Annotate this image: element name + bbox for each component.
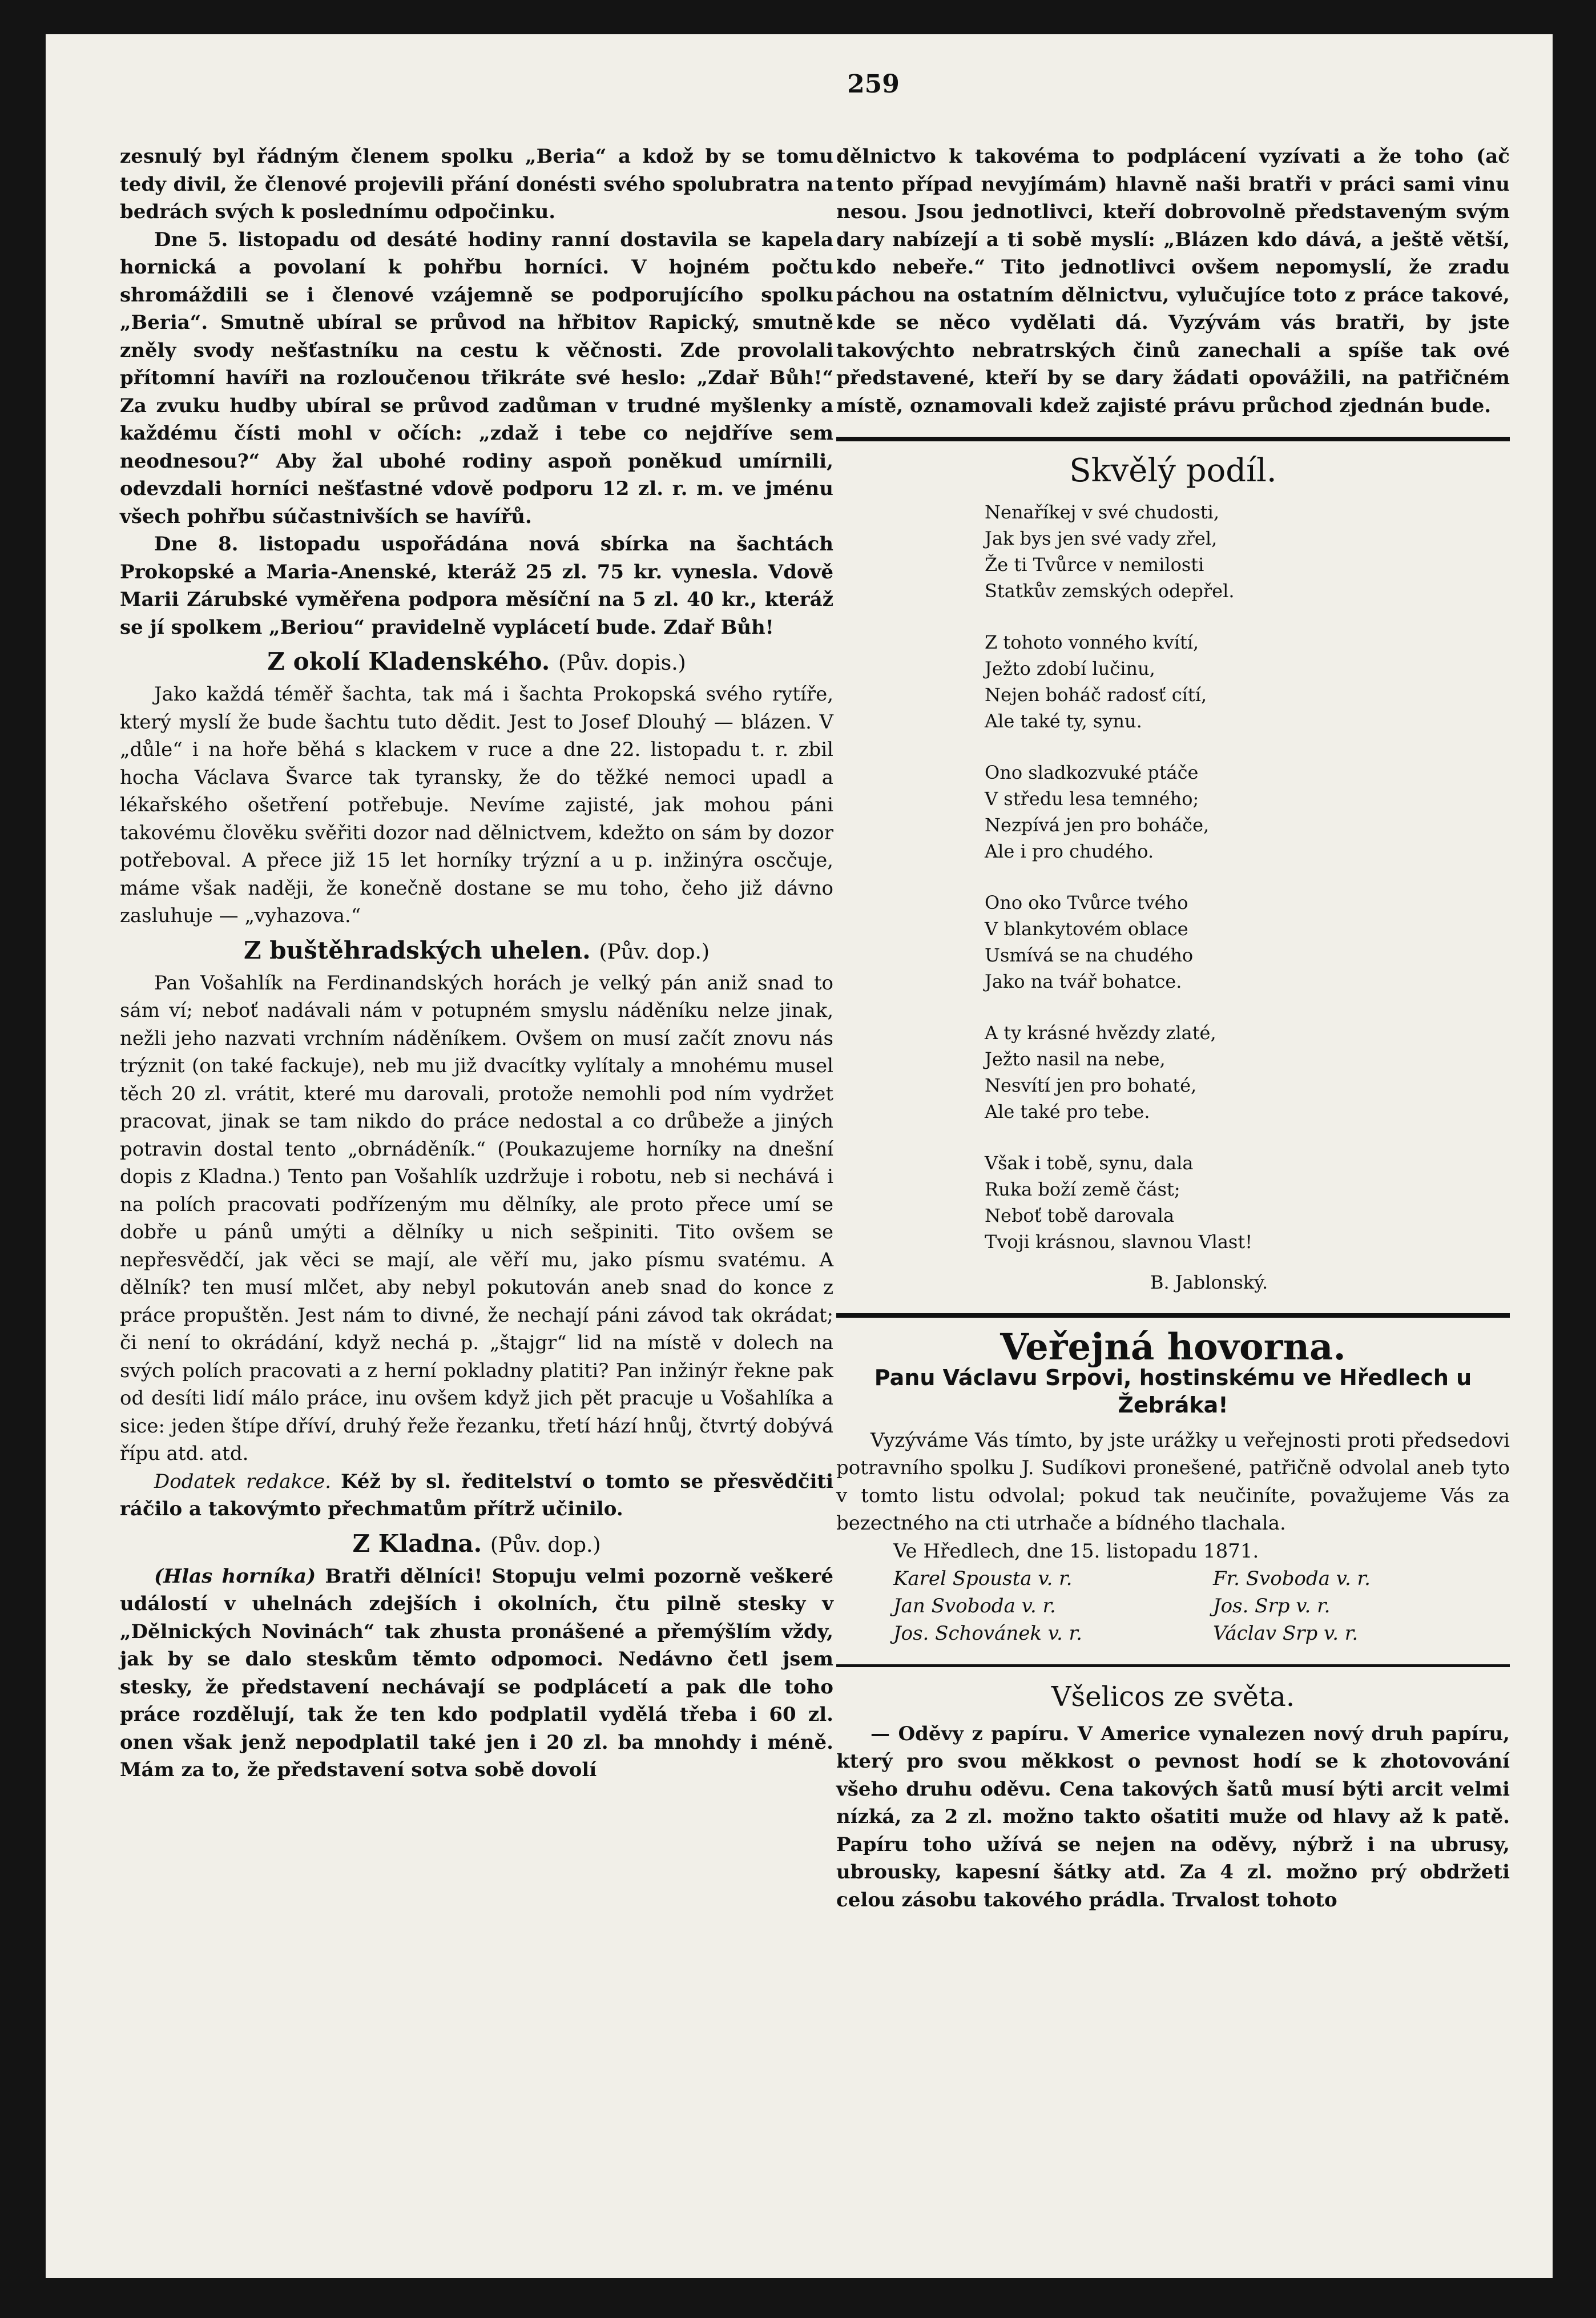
poem-line: Tvoji krásnou, slavnou Vlast! — [985, 1230, 1253, 1253]
notice-date: Ve Hředlech, dne 15. listopadu 1871. — [893, 1539, 1259, 1563]
divider — [836, 1313, 1510, 1318]
poem — [836, 499, 1510, 1255]
poem-line: V blankytovém oblace — [985, 917, 1188, 940]
poem-line: Jak bys jen své vady zřel, — [985, 527, 1218, 549]
poem-line: V středu lesa temného; — [985, 787, 1199, 810]
poem-stanza — [985, 890, 1510, 995]
poem-stanza — [985, 759, 1510, 864]
poem-line: Že ti Tvůrce v nemilosti — [985, 553, 1204, 576]
poem-line: Nejen boháč radosť cítí, — [985, 683, 1207, 706]
article-paragraph: — Oděvy z papíru. V Americe vynalezen nový druh papíru, který pro svou měkkost o pevnost hodí se k zhotovování všeho druhu oděvu. Cena takových šatů musí býti arcit velmi nízká, za 2 zl. možno takto ošatiti muže od hlavy až k patě. Papíru toho užívá se nejen na oděvy, nýbrž i na ubrusy, ubrousky, kapesní šátky atd. Za 4 zl. možno prý obdržeti celou zásobu takového prádla. Trvalost tohoto — [836, 1722, 1510, 1911]
poem-line: A ty krásné hvězdy zlaté, — [985, 1021, 1216, 1044]
signature: Jan Svoboda v. r. — [893, 1595, 1056, 1617]
article-paragraph: Dne 5. listopadu od desáté hodiny ranní dostavila se kapela hornická a povolaní k pohřbu horníci. V hojném počtu shromáždili se i členové vzájemně se podporujícího spolku „Beria“. Smutně ubíral se průvod na hřbitov Rapický, smutně zněly svody nešťastníku na cestu k věčnosti. Zde provolali přítomní havíři na rozloučenou třikráte své heslo: „Zdař Bůh!“ Za zvuku hudby ubíral se průvod zadůman v trudné myšlenky a každému čísti mohl v očích: „zdaž i tebe co nejdříve sem neodnesou?“ Aby žal ubohé rodiny aspoň poněkud umírnili, odevzdali horníci nešťastné vdově podporu 12 zl. r. m. ve jménu všech pohřbu súčastnivších se havířů. — [120, 228, 833, 528]
poem-line: Však i tobě, synu, dala — [985, 1152, 1194, 1174]
poem-line: Ale také ty, synu. — [985, 710, 1142, 732]
poem-stanza — [985, 629, 1510, 734]
section-source: (Pův. dop.) — [490, 1533, 601, 1557]
poem-title: Skvělý podíl. — [1069, 452, 1277, 489]
poem-line: Usmívá se na chudého — [985, 944, 1194, 966]
poem-line: Ono oko Tvůrce tvého — [985, 891, 1188, 913]
notice-subtitle: Panu Václavu Srpovi, hostinskému ve Hředlech u Žebráka! — [874, 1365, 1472, 1418]
article-paragraph: Pan Vošahlík na Ferdinandských horách je velký pán aniž snad to sám ví; neboť nadávali nám v potupném smyslu náděníku nelze jinak, nežli jeho nazvati vrchním náděníkem. Ovšem on musí začít znovu nás trýznit (on také fackuje), neb mu již dvacítky vylítaly a mnohému musel těch 20 zl. vrátit, které mu darovali, protože nemohli pod ním vydržet pracovat, jinak se tam nikdo do práce nedostal a co drůbeže a jiných potravin dostal tento „obrnáděník.“ (Poukazujeme horníky na dnešní dopis z Kladna.) Tento pan Vošahlík uzdržuje i robotu, neb si nechává i na polích pracovati podřízeným mu dělníky, ale proto přece umí se dobře u pánů umýti a dělníky u nich sešpiniti. Tito ovšem se nepřesvědčí, jak věci se mají, ale věří mu, jako písmu svatému. A dělník? ten musí mlčet, aby nebyl pokutován aneb snad do konce z práce propuštěn. Jest nám to divné, že nechají páni závod tak okrádat; či není to okrádání, když nechá p. „štajgr“ lid na místě v dolech na svých polích pracovati a z herní pokladny platiti? Pan inžinýr řekne pak od desíti lidí málo práce, inu ovšem když jich pět pracuje u Vošahlíka a sice: jeden štípe dříví, druhý řeže řezanku, třetí hází hnůj, čtvrtý dobývá řípu atd. atd. — [120, 971, 833, 1465]
section-title: Z Kladna. — [352, 1529, 482, 1558]
poem-line: Jako na tvář bohatce. — [985, 970, 1182, 992]
signature: Karel Spousta v. r. — [893, 1567, 1073, 1590]
signature: Jos. Schovánek v. r. — [893, 1622, 1082, 1645]
signature: Fr. Svoboda v. r. — [1213, 1567, 1371, 1590]
poem-line: Ruka boží země část; — [985, 1178, 1180, 1200]
article-paragraph — [120, 1563, 833, 1784]
divider — [836, 1664, 1510, 1667]
notice-text: Vyzýváme Vás tímto, by jste urážky u veřejnosti proti předsedovi potravního spolku J. Sudíkovi pronešené, patřičně odvolal aneb tyto v tomto listu odvolal; pokud tak neučiníte, považujeme Vás za bezectného na cti utrhače a bídného tlachala. — [836, 1428, 1510, 1535]
poem-stanza — [985, 1020, 1510, 1125]
page-number: 259 — [847, 70, 900, 99]
poem-line: Ale i pro chudého. — [985, 840, 1154, 862]
left-column — [120, 143, 833, 1784]
byline: (Hlas horníka) — [154, 1564, 316, 1588]
signature: Václav Srp v. r. — [1213, 1622, 1359, 1645]
poem-line: Ono sladkozvuké ptáče — [985, 761, 1199, 783]
section-source: (Pův. dopis.) — [558, 651, 686, 675]
section-title: Z buštěhradských uhelen. — [243, 936, 591, 964]
poem-line: Z tohoto vonného kvítí, — [985, 631, 1199, 653]
newspaper-page — [46, 34, 1553, 2278]
article-text: Bratři dělníci! Stopuju velmi pozorně veškeré událostí v uhelnách zdejších i okolních, čtu pilně stesky v „Dělnických Novinách“ tak zhusta pronášené a přemýšlím vždy, jak by se dalo steskům těmto odpomoci. Nedávno četl jsem stesky, že představení nechávají se podplácetí a pak dle toho práce rozdělují, tak že ten kdo podplatil vydělá třeba i 60 zl. onen však jenž nepodplatil také jen i 20 zl. ba mnohdy i méně. Mám za to, že představení sotva sobě dovolí — [120, 1564, 833, 1781]
right-column — [836, 143, 1510, 1914]
divider — [836, 437, 1510, 441]
article-paragraph: Dne 8. listopadu uspořádána nová sbírka na šachtách Prokopské a Maria-Anenské, kteráž 25 zl. 75 kr. vynesla. Vdově Marii Zárubské vyměřena podpora měsíční na 5 zl. 40 kr., kteráž se jí spolkem „Beriou“ pravidelně vyplácetí bude. Zdař Bůh! — [120, 533, 833, 639]
poem-line: Ale také pro tebe. — [985, 1100, 1150, 1122]
editor-note-text: Kéž by sl. ředitelství o tomto se přesvědčiti ráčilo a takovýmto přechmatům přítrž učinilo. — [120, 1470, 833, 1520]
editor-note-label: Dodatek redakce. — [154, 1470, 332, 1493]
article-paragraph: Jako každá téměř šachta, tak má i šachta Prokopská svého rytíře, který myslí že bude šachtu tuto dědit. Jest to Josef Dlouhý — blázen. V „důle“ i na hoře běhá s klackem v ruce a dne 22. listopadu t. r. zbil hocha Václava Švarce tak tyransky, že do těžké nemoci upadl a lékařského ošetření potřebuje. Nevíme zajisté, jak mohou páni takovému člověku svěřiti dozor nad dělnictvem, kdežto on sám by dozor potřeboval. A přece již 15 let horníky trýzní a u p. inžinýra oscčuje, máme však naději, že konečně dostane se mu toho, čeho již dávno zasluhuje — „vyhazova.“ — [120, 683, 833, 927]
poem-line: Nesvítí jen pro bohaté, — [985, 1074, 1197, 1096]
poem-line: Statkův zemských odepřel. — [985, 580, 1235, 602]
poem-author: B. Jablonský. — [1150, 1271, 1268, 1293]
signature: Jos. Srp v. r. — [1213, 1595, 1331, 1617]
section-heading — [120, 647, 833, 678]
section-heading: Všelicos ze světa. — [1051, 1681, 1295, 1713]
poem-line: Nenaříkej v své chudosti, — [985, 501, 1220, 523]
notice-title: Veřejná hovorna. — [1000, 1326, 1346, 1369]
poem-line: Ježto zdobí lučinu, — [985, 657, 1155, 679]
article-paragraph: dělnictvo k takovéma to podplácení vyzívati a že toho (ač tento případ nevyjímám) hlavně naši bratři v práci sami vinu nesou. Jsou jednotlivci, kteří dobrovolně představeným svým dary nabízejí a ti sobě myslí: „Blázen kdo dává, a ještě větší, kdo nebeře.“ Tito jednotlivci ovšem nepomyslí, že zradu páchou na ostatním dělnictvu, vylučujíce toto z práce takové, kde se něco vydělati dá. Vyzývám vás bratři, by jste takovýchto nebratrských činů zanechali a spíše tak ové představené, kteří by se dary žádati opovážili, na patřičném místě, oznamovali kdež zajisté právu průchod zjednán bude. — [836, 145, 1510, 417]
section-heading — [120, 1529, 833, 1560]
section-source: (Pův. dop.) — [599, 940, 710, 964]
section-heading — [120, 936, 833, 967]
article-paragraph — [120, 1468, 833, 1523]
poem-line: Ježto nasil na nebe, — [985, 1048, 1166, 1070]
poem-stanza — [985, 499, 1510, 604]
poem-line: Neboť tobě darovala — [985, 1204, 1175, 1226]
signatures — [836, 1565, 1510, 1647]
poem-line: Nezpívá jen pro boháče, — [985, 814, 1210, 836]
section-title: Z okolí Kladenského. — [267, 647, 550, 675]
poem-stanza — [985, 1150, 1510, 1255]
article-paragraph: zesnulý byl řádným členem spolku „Beria“ a kdož by se tomu tedy divil, že členové projevili přání donésti svého spolubratra na bedrách svých k poslednímu odpočinku. — [120, 145, 833, 223]
